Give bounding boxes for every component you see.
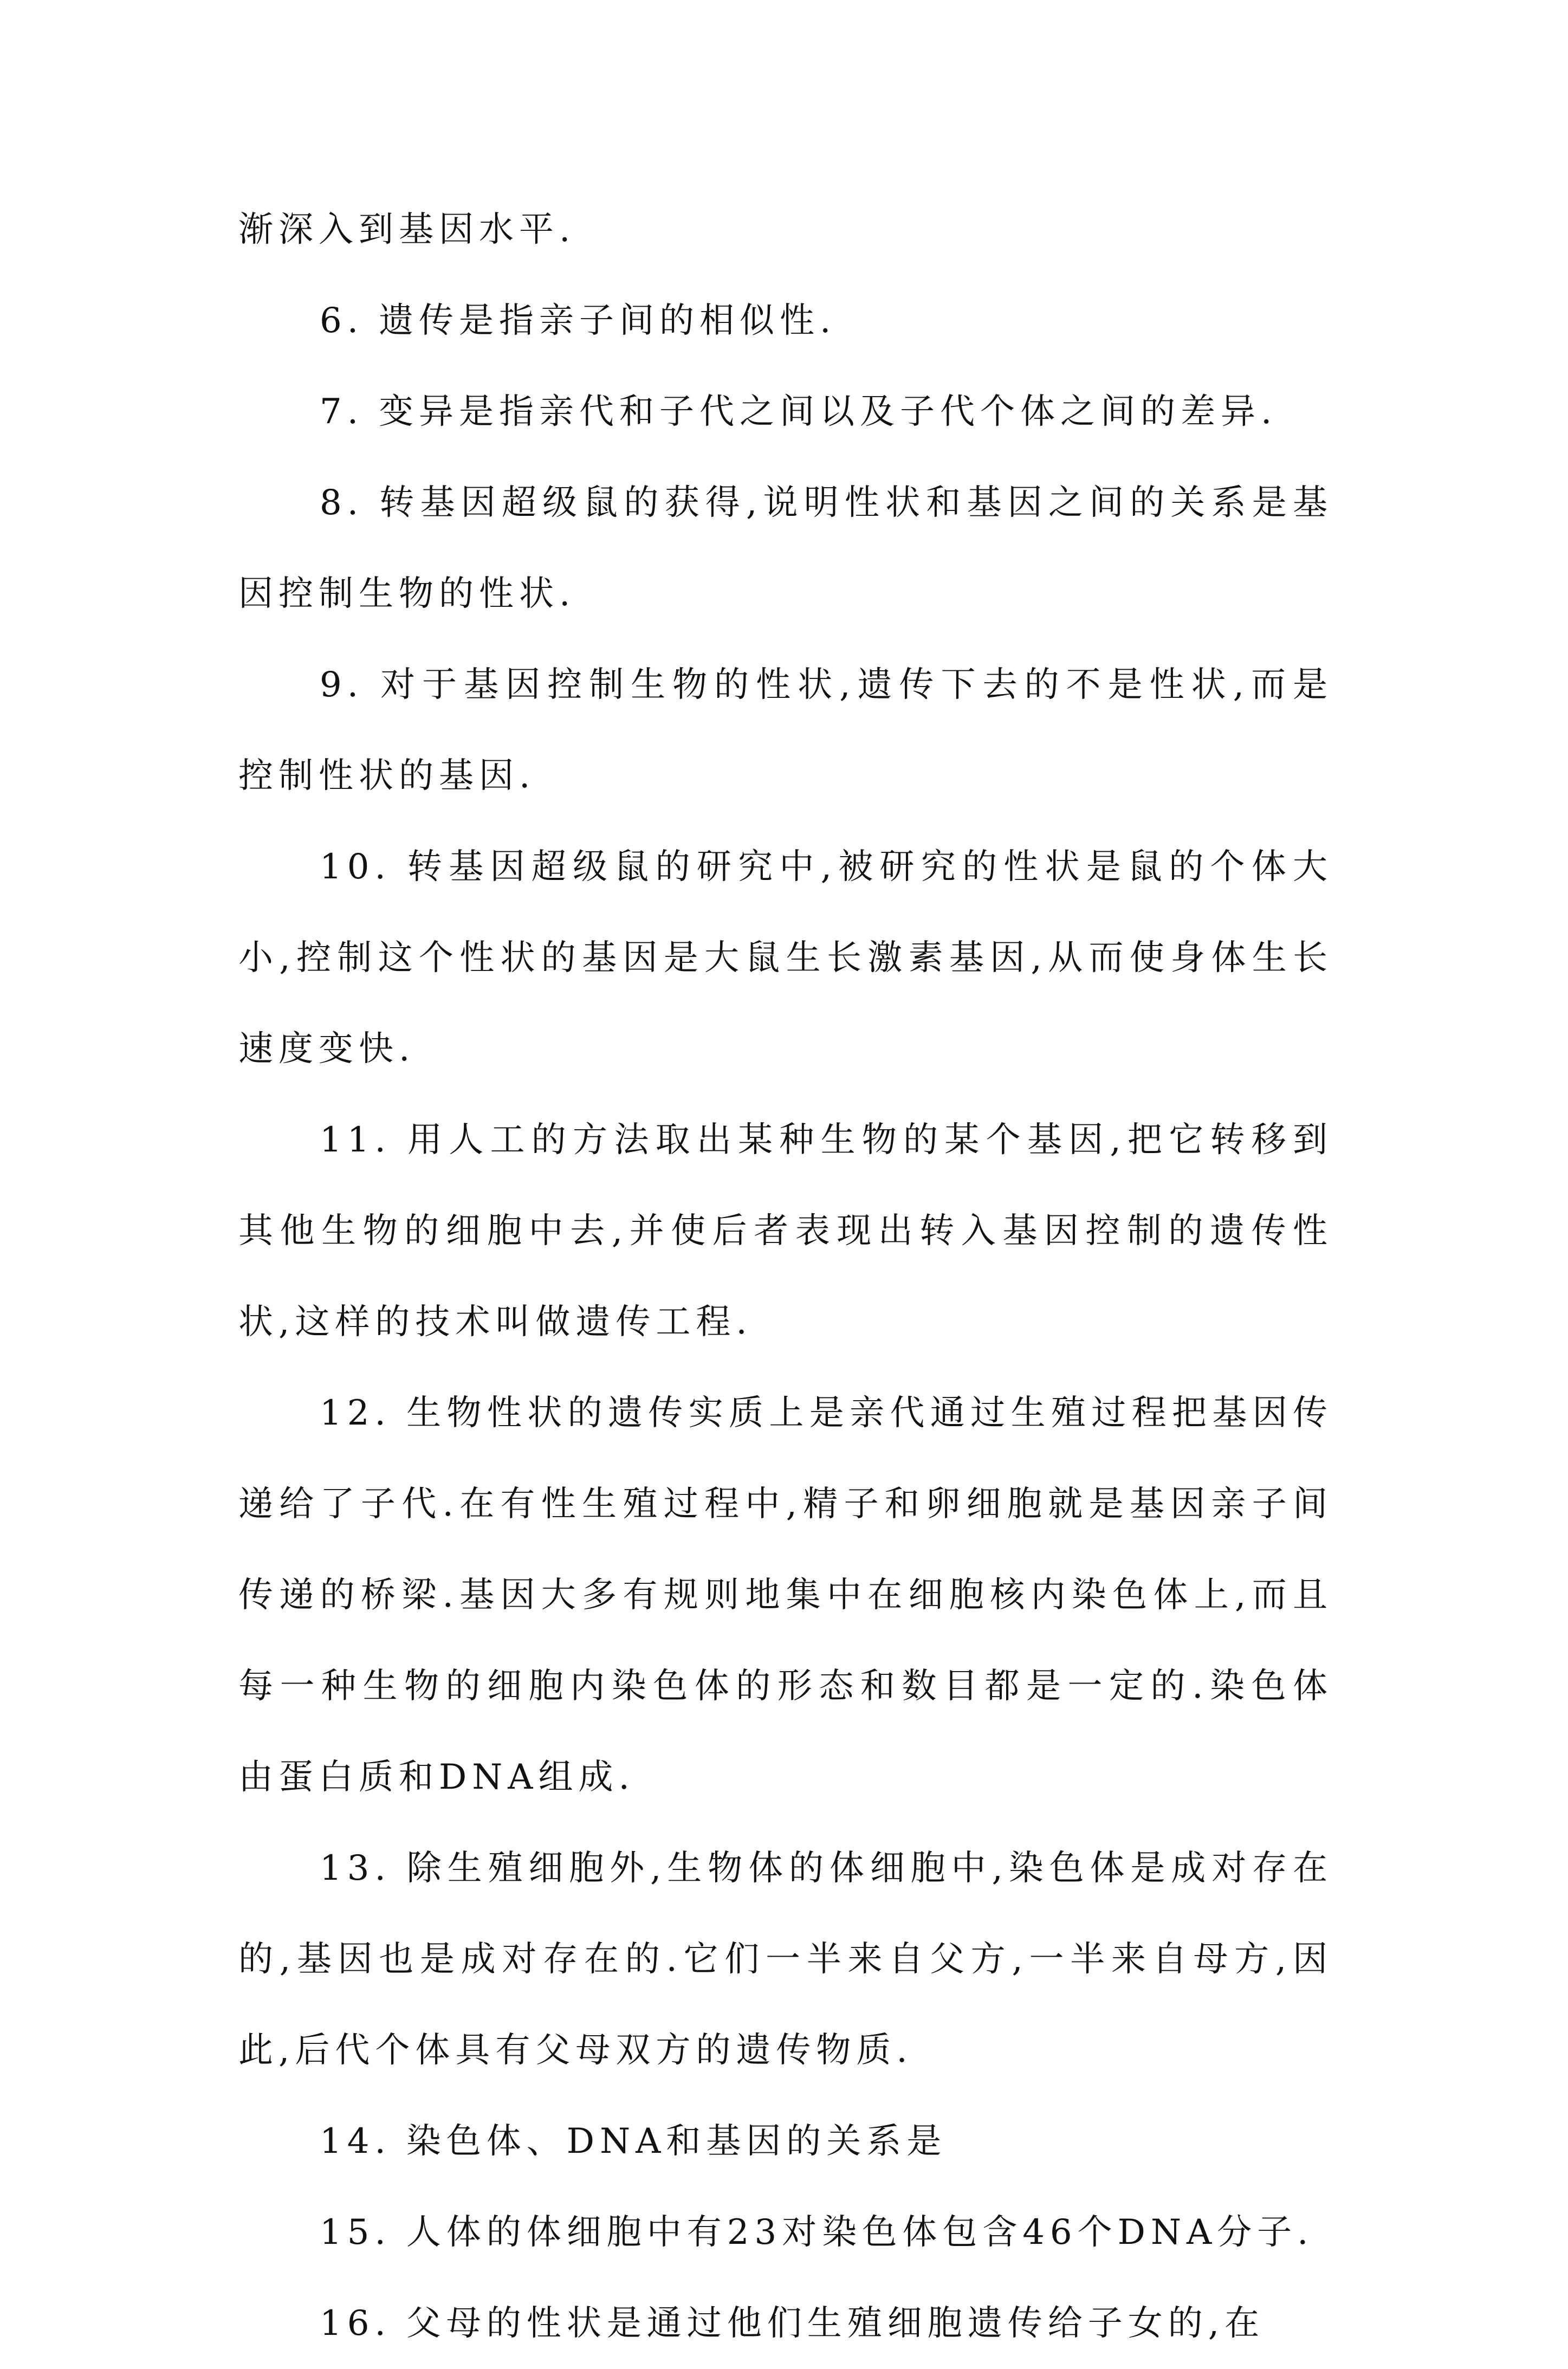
item-text: 转基因超级鼠的研究中,被研究的性状是鼠的个体大小,控制这个性状的基因是大鼠生长激素基因,从而使身体生长速度变快. — [238, 847, 1333, 1069]
item-number: 14. — [320, 2121, 391, 2161]
item-text: 父母的性状是通过他们生殖细胞遗传给子女的,在 — [406, 2303, 1265, 2344]
item-number: 11. — [320, 1120, 391, 1160]
item-number: 12. — [320, 1393, 391, 1433]
item-number: 6. — [320, 301, 364, 341]
item-text: 变异是指亲代和子代之间以及子代个体之间的差异. — [379, 392, 1278, 432]
item-number: 8. — [320, 483, 364, 523]
item-text: 遗传是指亲子间的相似性. — [379, 301, 837, 341]
item-text: 除生殖细胞外,生物体的体细胞中,染色体是成对存在的,基因也是成对存在的.它们一半来自父方,一半来自母方,因此,后代个体具有父母双方的遗传物质. — [238, 1848, 1333, 2070]
item-number: 9. — [320, 665, 364, 705]
item-text: 对于基因控制生物的性状,遗传下去的不是性状,而是控制性状的基因. — [238, 665, 1333, 796]
list-item — [238, 639, 1333, 821]
list-item — [238, 1095, 1333, 1368]
item-text: 染色体、DNA和基因的关系是 — [406, 2121, 947, 2161]
list-item — [238, 366, 1333, 457]
list-item — [238, 1823, 1333, 2096]
item-number: 15. — [320, 2212, 391, 2253]
item-text: 人体的体细胞中有23对染色体包含46个DNA分子. — [406, 2212, 1314, 2253]
item-text: 转基因超级鼠的获得,说明性状和基因之间的关系是基因控制生物的性状. — [238, 483, 1333, 614]
list-item — [238, 2096, 1333, 2187]
list-item — [238, 821, 1333, 1095]
list-item — [238, 457, 1333, 639]
list-item — [238, 275, 1333, 366]
item-number: 10. — [320, 847, 391, 887]
document-page — [238, 184, 1333, 2369]
item-number: 13. — [320, 1848, 391, 1888]
item-text: 生物性状的遗传实质上是亲代通过生殖过程把基因传递给了子代.在有性生殖过程中,精子和卵细胞就是基因亲子间传递的桥梁.基因大多有规则地集中在细胞核内染色体上,而且每一种生物的细胞内染色体的形态和数目都是一定的.染色体由蛋白质和DNA组成. — [238, 1393, 1333, 1797]
item-number: 7. — [320, 392, 364, 432]
item-text: 用人工的方法取出某种生物的某个基因,把它转移到其他生物的细胞中去,并使后者表现出转入基因控制的遗传性状,这样的技术叫做遗传工程. — [238, 1120, 1333, 1342]
list-item — [238, 2278, 1333, 2369]
item-number: 16. — [320, 2303, 391, 2344]
list-item — [238, 2187, 1333, 2278]
list-item — [238, 1368, 1333, 1823]
continuation-paragraph: 渐深入到基因水平. — [238, 210, 576, 250]
